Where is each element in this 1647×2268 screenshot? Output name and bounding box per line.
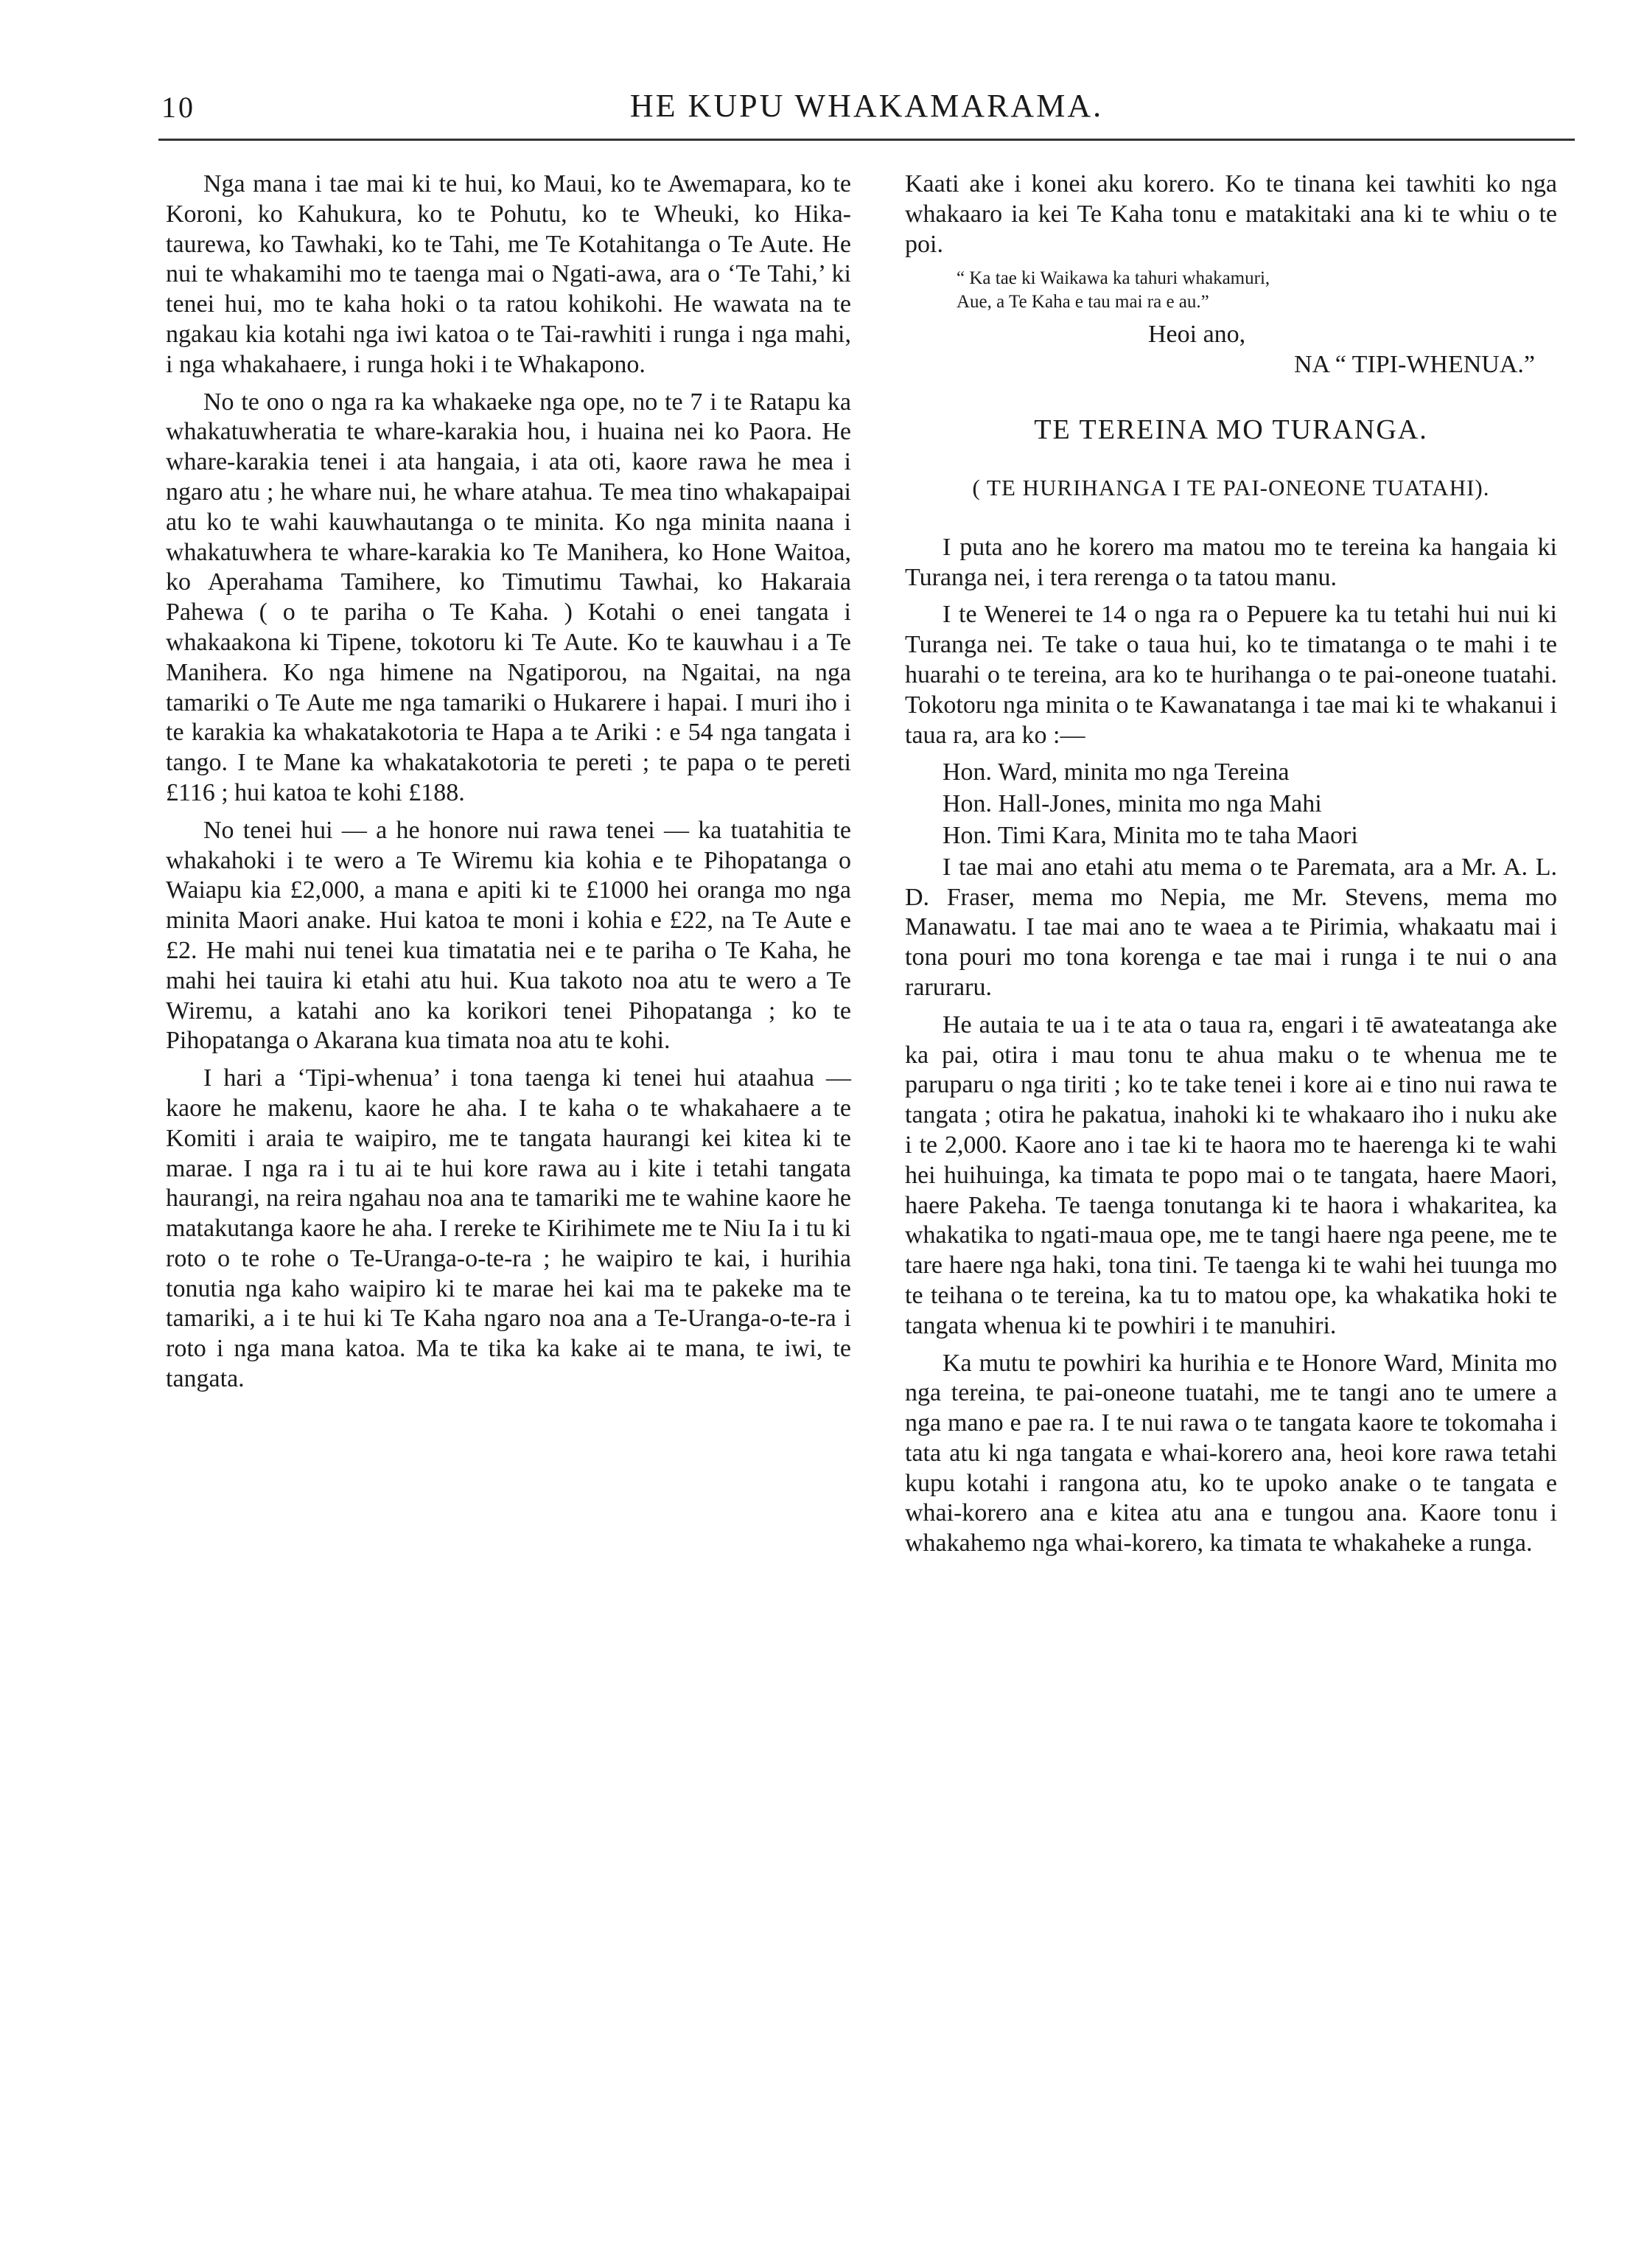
left-column xyxy=(166,170,851,1402)
running-title: HE KUPU WHAKAMARAMA. xyxy=(629,88,1104,124)
signoff: Heoi ano, xyxy=(1148,321,1246,349)
minister-item: Hon. Ward, minita mo nga Tereina xyxy=(943,758,1290,786)
page-header xyxy=(158,87,1575,139)
paragraph: Nga mana i tae mai ki te hui, ko Maui, ko te Awemapara, ko te Koroni, ko Kahukura, ko te Pohutu, ko te Wheuki, ko Hika-taurewa, ko Tawhaki, ko te Tahi, me Te Kotahitanga o Te Aute. He nui te whakamihi mo te taenga mai o Ngati-awa, ara o ‘Te Tahi,’ ki tenei hui, mo te kaha hoki o ta ratou kohikohi. He wawata na te ngakau kia kotahi nga iwi katoa o te Tai-rawhiti i runga i nga mahi, i nga whakahaere, i runga hoki i te Whakapono. xyxy=(166,170,851,378)
minister-list xyxy=(905,758,1557,851)
quote-line: “ Ka tae ki Waikawa ka tahuri whakamuri, xyxy=(957,268,1270,289)
paragraph: Ka mutu te powhiri ka hurihia e te Honore Ward, Minita mo nga tereina, te pai-oneone tuatahi, me te tangi ano te umere a nga mano e pae ra. I te nui rawa o te tangata kaore te tokomaha i tata atu ki nga tangata e whai-korero ana, heoi kore rawa tetahi kupu kotahi i rangona atu, ko te upoko anake o te tangata e whai-korero ana e kitea atu ana e tungou ana. Kaore tonu i whakahemo nga whai-korero, ka timata te whakaheke a runga. xyxy=(905,1349,1557,1557)
page-number: 10 xyxy=(161,91,195,124)
paragraph: I puta ano he korero ma matou mo te tereina ka hangaia ki Turanga nei, i tera rerenga o ta tatou manu. xyxy=(905,533,1557,591)
paragraph: He autaia te ua i te ata o taua ra, engari i tē awateatanga ake ka pai, otira i mau tonu te ahua maku o te whenua me te paruparu o nga tiriti ; ko te take tenei i kore ai e tino nui rawa te tangata ; otira he pakatua, inahoki ki te whakaaro iho i nuku ake i te 2,000. Kaore ano i tae ki te haora mo te haerenga ki te wahi hei huihuinga, ka timata te popo mai o te tangata, haere Maori, haere Pakeha. Te taenga tonutanga ki te haora i whakaritea, ka whakatika to ngati-maua ope, me te tangi haere nga peene, me te tare haere nga haki, tona tini. Te taenga ki te wahi hei tuunga mo te teihana o te tereina, ka tu to matou ope, ka whakatika hoki te tangata whenua ki te powhiri i te manuhiri. xyxy=(905,1011,1557,1339)
paragraph: Kaati ake i konei aku korero. Ko te tinana kei tawhiti ko nga whakaaro ia kei Te Kaha tonu e matakitaki ana ki te whiu o te poi. xyxy=(905,170,1557,258)
section-title: TE TEREINA MO TURANGA. xyxy=(1034,414,1428,445)
minister-item: Hon. Timi Kara, Minita mo te taha Maori xyxy=(943,821,1358,849)
paragraph: No tenei hui — a he honore nui rawa tenei — ka tuatahitia te whakahoki i te wero a Te Wiremu kia kohia e te Pihopatanga o Waiapu kia £2,000, a mana e apiti ki te £1000 hei oranga mo nga minita Maori anake. Hui katoa te moni i kohia e £22, na Te Aute e £2. He mahi nui tenei kua timatatia nei e te pariha o Te Kaha, he mahi hei tauira ki etahi atu hui. Kua takoto noa atu te wero a Te Wiremu, a katahi ano ka korikori tenei Pihopatanga ; ko te Pihopatanga o Akarana kua timata noa atu te kohi. xyxy=(166,816,851,1055)
quote-line: Aue, a Te Kaha e tau mai ra e au.” xyxy=(957,292,1209,313)
poem-quote xyxy=(957,267,1557,314)
paragraph: I tae mai ano etahi atu mema o te Paremata, ara a Mr. A. L. D. Fraser, mema mo Nepia, me Mr. Stevens, mema mo Manawatu. I tae mai ano te waea a te Pirimia, whakaatu mai i tona pouri mo tona korenga e tae mai i runga i te nui o ana raruraru. xyxy=(905,853,1557,1001)
signature: NA “ TIPI-WHENUA.” xyxy=(1293,351,1535,379)
minister-item: Hon. Hall-Jones, minita mo nga Mahi xyxy=(943,790,1322,818)
paragraph: I hari a ‘Tipi-whenua’ i tona taenga ki tenei hui ataahua — kaore he makenu, kaore he aha. I te kaha o te whakahaere a te Komiti i araia te waipiro, me te tangata haurangi kei kitea ki te marae. I nga ra i tu ai te hui kore rawa au i kite i tetahi tangata haurangi, na reira ngahau noa ana te tamariki me te wahine kaore he matakutanga kaore he aha. I rereke te Kirihimete me te Niu Ia i tu ki roto o te rohe o Te-Uranga-o-te-ra ; he waipiro te kai, i hurihia tonutia nga kaho waipiro ki te marae hei kai ma te pakeke ma te tamariki, a i te hui ki Te Kaha ngaro noa ana a Te-Uranga-o-te-ra i roto i nga mana katoa. Ma te tika ka kake ai te mana, te iwi, te tangata. xyxy=(166,1064,851,1393)
paragraph: No te ono o nga ra ka whakaeke nga ope, no te 7 i te Ratapu ka whakatuwheratia te whare-karakia hou, i huaina nei ko Paora. He whare-karakia tenei i ata hangaia, i ata oti, kaore rawa he mea i ngaro atu ; he whare nui, he whare atahua. Te mea tino whakapaipai atu ko te wahi kauwhautanga o te minita. Ko nga minita naana i whakatuwhera te whare-karakia ko Te Manihera, ko Hone Waitoa, ko Aperahama Tamihere, ko Timutimu Tawhai, ko Hakaraia Pahewa ( o te pariha o Te Kaha. ) Kotahi o enei tangata i whakaakona ki Tipene, tokotoru ki Te Aute. Ko te kauwhau i a Te Manihera. Ko nga himene na Ngatiporou, na Ngaitai, na nga tamariki o Te Aute me nga tamariki o Hukarere i hapai. I muri iho i te karakia ka whakatakotoria te Hapa a te Ariki : e 54 nga tangata i tango. I te Mane ka whakatakotoria te pereti ; te papa o te pereti £116 ; hui katoa te kohi £188. xyxy=(166,388,851,806)
header-rule xyxy=(158,139,1575,141)
paragraph: I te Wenerei te 14 o nga ra o Pepuere ka tu tetahi hui nui ki Turanga nei. Te take o taua hui, ko te timatanga o te mahi i te huarahi o te tereina, ara ko te hurihanga o te pai-oneone tuatahi. Tokotoru nga minita o te Kawanatanga i tae mai ki te whakanui i taua ra, ara ko :— xyxy=(905,601,1557,749)
section-subtitle: ( TE HURIHANGA I TE PAI-ONEONE TUATAHI). xyxy=(972,474,1490,500)
right-column xyxy=(905,170,1557,1566)
